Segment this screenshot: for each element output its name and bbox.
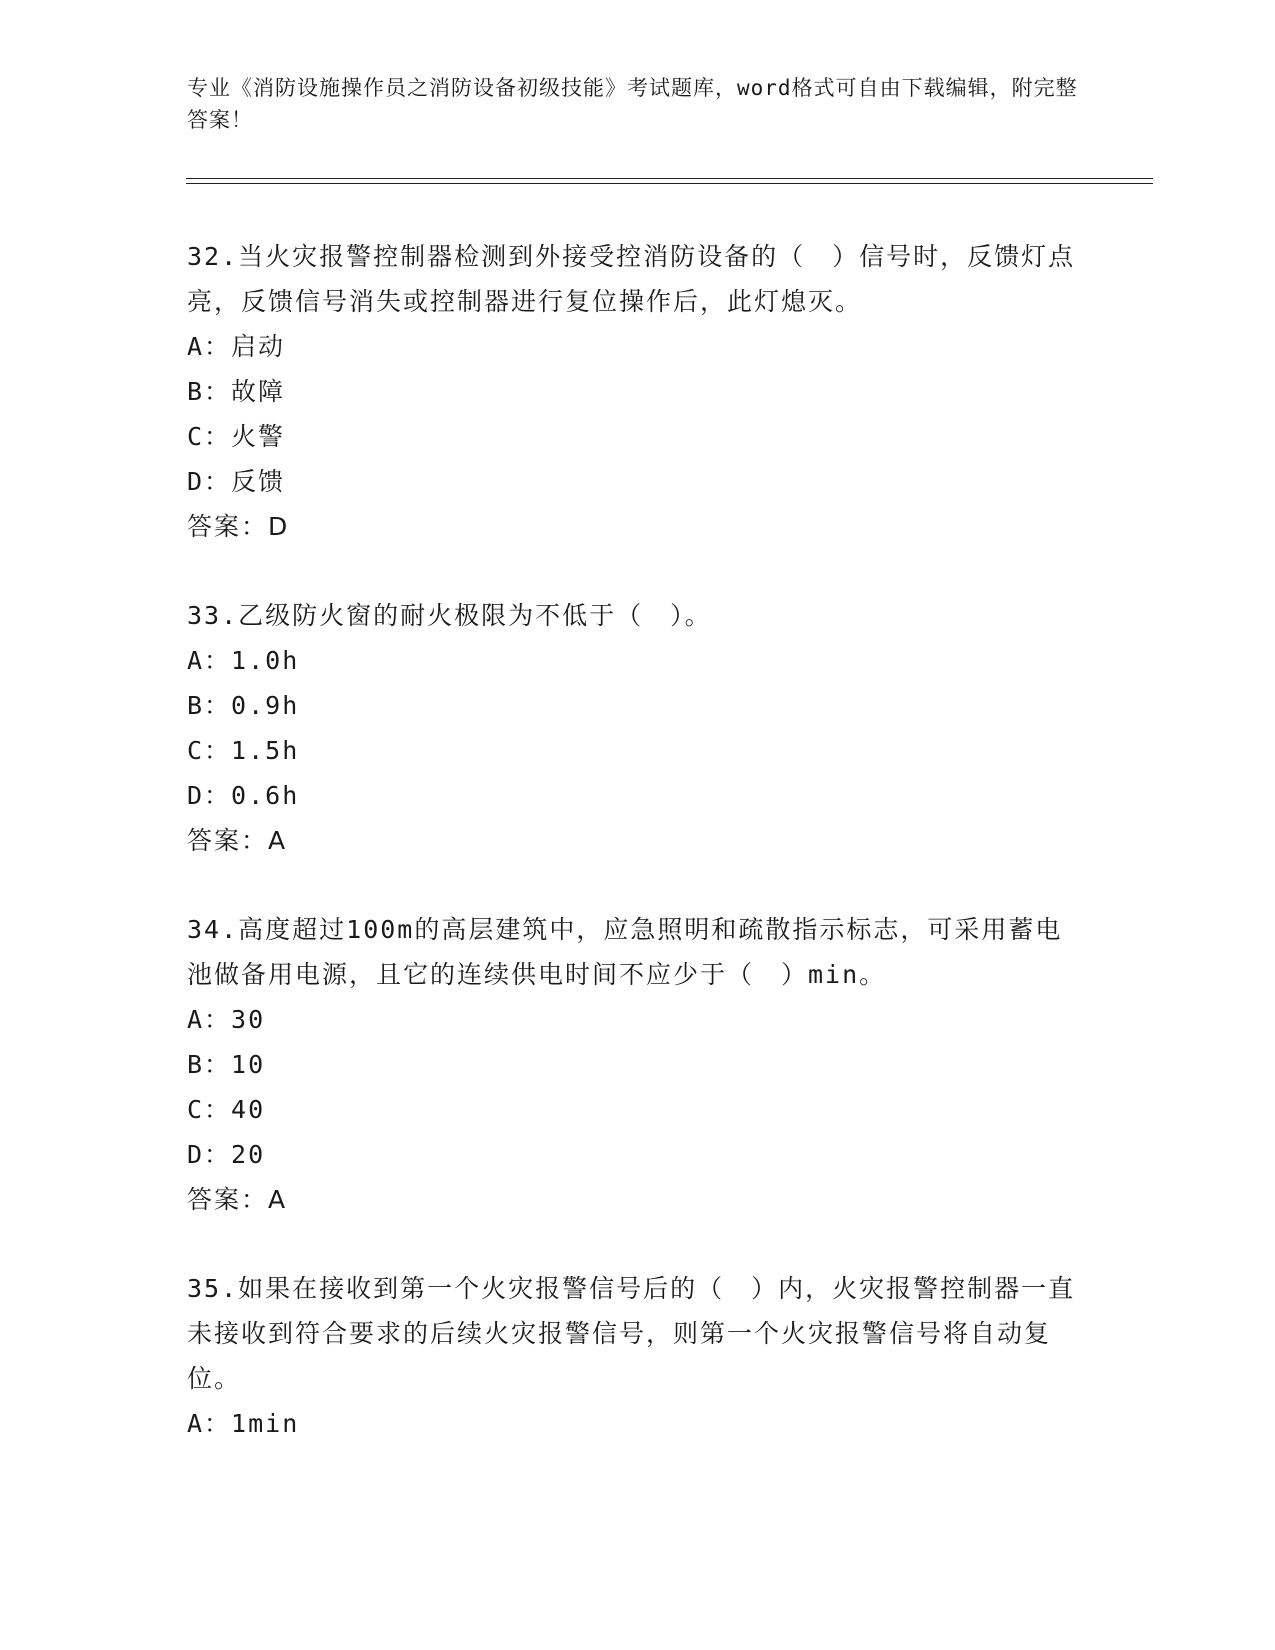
document-intro: 专业《消防设施操作员之消防设备初级技能》考试题库，word格式可自由下载编辑，附完整答案！ bbox=[187, 76, 1078, 132]
answer-line: 答案：D bbox=[187, 512, 290, 541]
question-33 bbox=[187, 593, 1087, 863]
option-a: A：1min bbox=[187, 1409, 300, 1438]
option-c: C：40 bbox=[187, 1095, 266, 1124]
option-list bbox=[187, 1401, 1087, 1446]
option-b: B：故障 bbox=[187, 377, 286, 406]
question-list bbox=[187, 234, 1087, 1490]
option-a: A：启动 bbox=[187, 332, 286, 361]
option-list bbox=[187, 638, 1087, 818]
question-32 bbox=[187, 234, 1087, 549]
option-d: D：0.6h bbox=[187, 781, 300, 810]
option-b: B：10 bbox=[187, 1050, 266, 1079]
option-a: A：30 bbox=[187, 1005, 266, 1034]
option-a: A：1.0h bbox=[187, 646, 300, 675]
question-stem: 32.当火灾报警控制器检测到外接受控消防设备的（ ）信号时，反馈灯点亮，反馈信号消失或控制器进行复位操作后，此灯熄灭。 bbox=[187, 242, 1076, 316]
option-list bbox=[187, 997, 1087, 1177]
option-d: D：20 bbox=[187, 1140, 266, 1169]
question-34 bbox=[187, 907, 1087, 1222]
answer-line: 答案：A bbox=[187, 826, 288, 855]
question-35 bbox=[187, 1266, 1087, 1446]
option-c: C：1.5h bbox=[187, 736, 300, 765]
option-c: C：火警 bbox=[187, 422, 286, 451]
question-stem: 35.如果在接收到第一个火灾报警信号后的（ ）内，火灾报警控制器一直未接收到符合要求的后续火灾报警信号，则第一个火灾报警信号将自动复位。 bbox=[187, 1274, 1076, 1393]
header-divider-top bbox=[186, 178, 1153, 179]
question-stem: 33.乙级防火窗的耐火极限为不低于（ ）。 bbox=[187, 601, 712, 630]
option-b: B：0.9h bbox=[187, 691, 300, 720]
question-stem: 34.高度超过100m的高层建筑中，应急照明和疏散指示标志，可采用蓄电池做备用电源，且它的连续供电时间不应少于（ ）min。 bbox=[187, 915, 1063, 989]
header-divider-bottom bbox=[186, 183, 1153, 184]
option-d: D：反馈 bbox=[187, 467, 286, 496]
answer-line: 答案：A bbox=[187, 1185, 288, 1214]
option-list bbox=[187, 324, 1087, 504]
